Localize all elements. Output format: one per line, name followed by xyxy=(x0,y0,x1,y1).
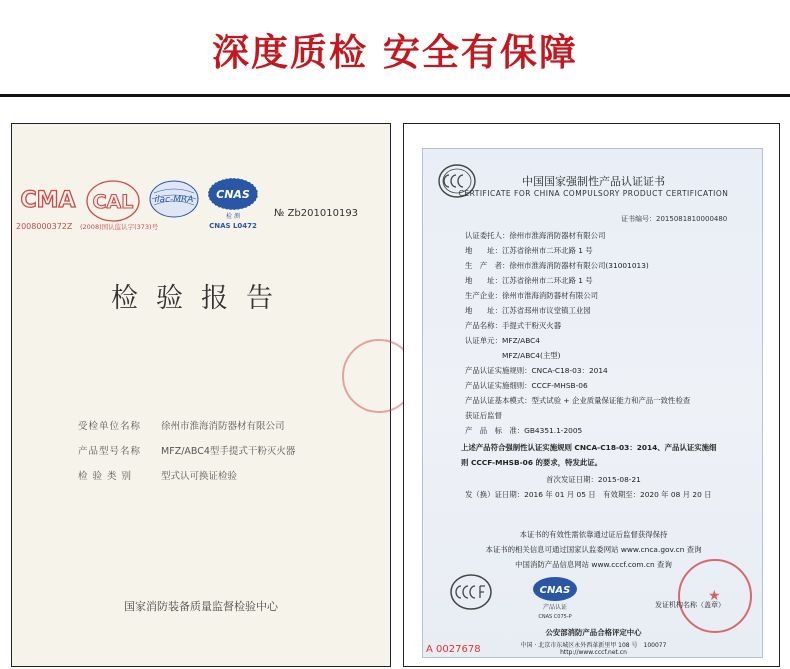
cert-line: MFZ/ABC4(主型) xyxy=(465,351,561,360)
cert-line: 产品认证实施规则：CNCA-C18-03：2014 xyxy=(465,366,608,375)
authority-name: 公安部消防产品合格评定中心 xyxy=(545,628,642,637)
cert-line: 则 CCCF-MHSB-06 的要求，特发此证。 xyxy=(461,458,603,467)
cert-line: 地 址：江苏省徐州市二环北路 1 号 xyxy=(465,276,593,285)
cert-line: 认证委托人：徐州市淮海消防器材有限公司 xyxy=(465,231,606,240)
ccc-certificate-image xyxy=(403,123,780,667)
ilac-logo-text: ilac-MRA xyxy=(154,195,194,205)
cnas-product-code: CNAS C075-P xyxy=(538,614,572,620)
cert-line: 获证后监督 xyxy=(465,411,502,420)
cnas-code-text: CNAS L0472 xyxy=(209,222,257,230)
cert-title: 中国国家强制性产品认证证书 xyxy=(522,175,665,188)
authority-address: 中国 · 北京市东城区永外西革新里甲 108 号 100077 xyxy=(520,642,667,649)
official-red-seal xyxy=(678,559,752,633)
cert-line: 产品名称：手提式干粉灭火器 xyxy=(465,321,562,330)
cma-logo xyxy=(18,179,78,217)
cnas-product-cert-logo xyxy=(527,575,583,621)
info-label: 受检单位名称 xyxy=(78,421,142,432)
cnas-test-text: 检 测 xyxy=(226,213,240,220)
report-title: 检验报告 xyxy=(111,283,291,314)
cma-logo-text: CMA xyxy=(20,188,76,213)
info-label: 检 验 类 别 xyxy=(78,471,133,482)
cert-line: 上述产品符合强制性认证实施规则 CNCA-C18-03：2014、产品认证实施细 xyxy=(461,443,717,452)
cert-line: 认证单元：MFZ/ABC4 xyxy=(465,336,540,345)
cal-note: (2008)国认监认字(373)号 xyxy=(80,223,159,231)
info-value: 型式认可换证检验 xyxy=(161,471,238,482)
cert-note: 中国消防产品信息网站 www.cccf.com.cn 查询 xyxy=(515,560,672,569)
cal-logo xyxy=(84,179,142,223)
cert-line: 产品认证基本模式：型式试验 + 企业质量保证能力和产品一致性检查 xyxy=(465,396,691,405)
authority-website: http://www.cccf.net.cn xyxy=(560,649,627,656)
report-number: № Zb201010193 xyxy=(274,208,359,219)
cert-note: 本证书的相关信息可通过国家认监委网站 www.cnca.gov.cn 查询 xyxy=(485,545,702,554)
cnas-product-label: 产品认证 xyxy=(542,604,568,611)
seal-label: 发证机构名称（盖章） xyxy=(655,601,725,609)
headline: 深度质检 安全有保障 xyxy=(212,31,578,74)
ilac-mra-logo xyxy=(148,179,200,219)
cert-number: 证书编号：2015081810000480 xyxy=(621,215,728,223)
cert-note: 本证书的有效性需依靠通过证后监督获得保持 xyxy=(519,530,668,539)
cert-line: 生产企业：徐州市淮海消防器材有限公司 xyxy=(465,291,599,300)
cert-subtitle: CERTIFICATE FOR CHINA COMPULSORY PRODUCT CERTIFICATION xyxy=(458,189,729,198)
info-value: MFZ/ABC4型手提式干粉灭火器 xyxy=(161,446,296,457)
certificate-paper xyxy=(422,148,763,658)
cert-line: 产品认证实施细则：CCCF-MHSB-06 xyxy=(465,381,588,390)
inspection-report-image xyxy=(11,123,391,667)
issue-dates: 发（换）证日期：2016 年 01 月 05 日 有效期至：2020 年 08 月 20 日 xyxy=(465,490,712,499)
cnas-logo xyxy=(204,174,262,232)
serial-number: A 0027678 xyxy=(426,644,481,655)
cert-line: 地 址：江苏省徐州市二环北路 1 号 xyxy=(465,246,593,255)
first-issue-date: 首次发证日期：2015-08-21 xyxy=(546,475,641,484)
cnas-badge-text: CNAS xyxy=(539,585,571,596)
cert-line: 产 品 标 准：GB4351.1-2005 xyxy=(465,426,583,435)
cnas-logo-text: CNAS xyxy=(216,188,250,201)
issuer-name: 国家消防装备质量监督检验中心 xyxy=(124,600,278,613)
info-label: 产品型号名称 xyxy=(78,446,142,457)
info-row-type xyxy=(78,468,237,482)
cert-line: 地 址：江苏省邳州市议堂镇工业园 xyxy=(465,306,591,315)
cert-line: 生 产 者：徐州市淮海消防器材有限公司(31001013) xyxy=(465,261,649,270)
cma-code: 2008000372Z xyxy=(16,222,73,231)
divider-rule xyxy=(0,94,790,97)
seal-star-icon: ★ xyxy=(708,588,721,604)
ccc-f-emblem-icon xyxy=(449,573,493,611)
cal-logo-text: CAL xyxy=(92,191,134,213)
info-value: 徐州市淮海消防器材有限公司 xyxy=(161,421,285,432)
info-row-unit xyxy=(78,418,285,432)
info-row-model xyxy=(78,443,295,457)
